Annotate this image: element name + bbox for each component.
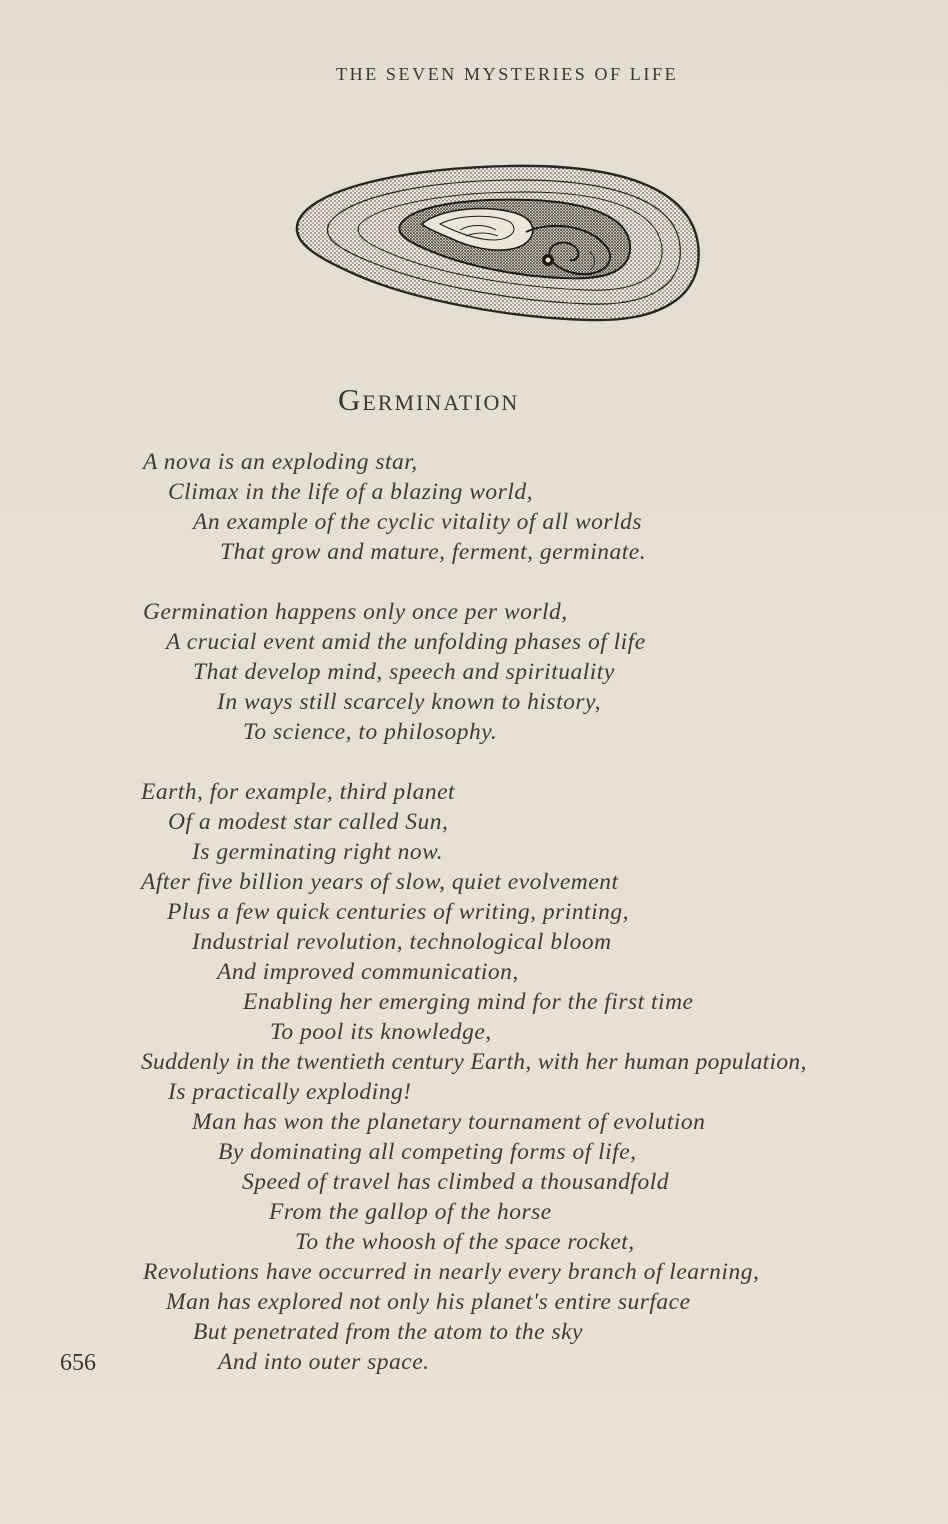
section-title: Germination	[338, 382, 520, 417]
poem-line: But penetrated from the atom to the sky	[193, 1319, 583, 1345]
poem-line: Man has won the planetary tournament of evolution	[192, 1109, 706, 1135]
poem-line: Climax in the life of a blazing world,	[168, 479, 533, 505]
poem-line: After five billion years of slow, quiet evolvement	[141, 869, 619, 895]
poem-line: Man has explored not only his planet's entire surface	[166, 1289, 691, 1315]
germinating-seed-illustration-icon	[290, 160, 702, 326]
poem-line: Plus a few quick centuries of writing, printing,	[167, 899, 629, 925]
poem-line: From the gallop of the horse	[269, 1199, 552, 1225]
poem-line: Suddenly in the twentieth century Earth, with her human population,	[141, 1049, 807, 1075]
poem-line: Industrial revolution, technological bloom	[192, 929, 612, 955]
poem-line: Enabling her emerging mind for the first time	[243, 989, 694, 1015]
poem-line: Is germinating right now.	[192, 839, 443, 865]
poem-line: To the whoosh of the space rocket,	[295, 1229, 635, 1255]
poem-line: A crucial event amid the unfolding phases of life	[166, 629, 646, 655]
poem-line: Of a modest star called Sun,	[168, 809, 449, 835]
poem-line: To science, to philosophy.	[243, 719, 498, 745]
poem-line: By dominating all competing forms of life,	[218, 1139, 637, 1165]
page-number: 656	[60, 1350, 96, 1376]
poem-line: Is practically exploding!	[168, 1079, 412, 1105]
poem-line: That develop mind, speech and spirituality	[193, 659, 615, 685]
poem-line: And into outer space.	[218, 1349, 430, 1375]
poem-line: Speed of travel has climbed a thousandfold	[242, 1169, 669, 1195]
poem-line: A nova is an exploding star,	[143, 449, 418, 475]
poem-line: Germination happens only once per world,	[143, 599, 568, 625]
poem-line: An example of the cyclic vitality of all worlds	[193, 509, 643, 535]
poem-line: In ways still scarcely known to history,	[217, 689, 601, 715]
poem-line: That grow and mature, ferment, germinate.	[220, 539, 647, 565]
poem-line: Earth, for example, third planet	[141, 779, 456, 805]
poem-line: To pool its knowledge,	[270, 1019, 492, 1045]
poem-line: And improved communication,	[217, 959, 519, 985]
running-head: THE SEVEN MYSTERIES OF LIFE	[336, 64, 679, 84]
poem-line: Revolutions have occurred in nearly every branch of learning,	[143, 1259, 760, 1285]
